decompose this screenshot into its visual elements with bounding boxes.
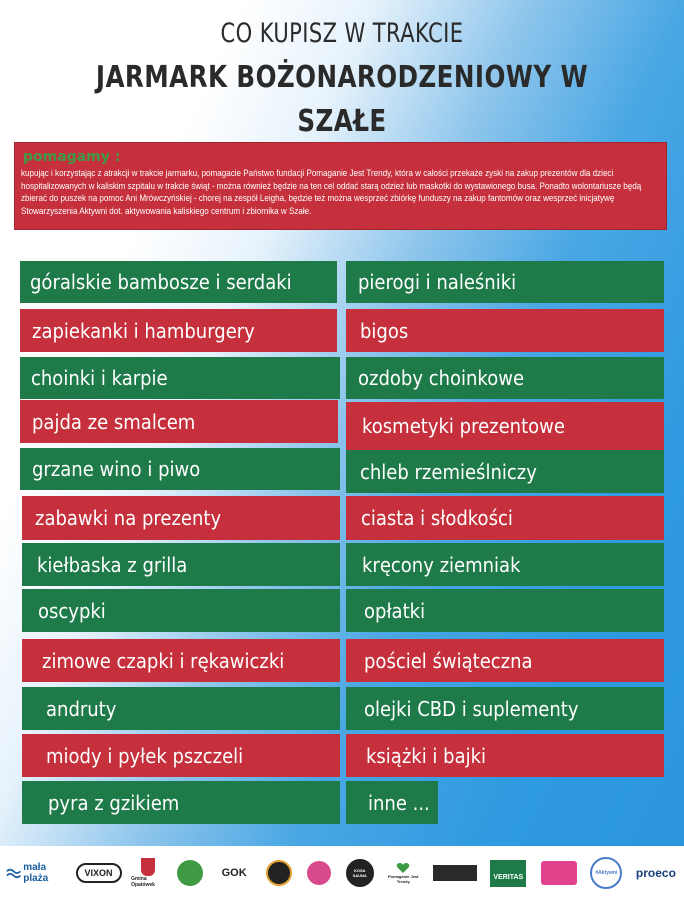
item-right: ciasta i słodkości [346,496,664,540]
vixon-logo: VIXON [76,863,122,883]
flower-icon [307,861,331,885]
pomaganie-jest-trendy-logo: Pomaganie Jest Trendy [384,853,422,893]
item-left: zimowe czapki i rękawiczki [22,639,340,682]
item-left: grzane wino i piwo [20,448,340,490]
item-left: kiełbaska z grilla [22,543,340,586]
gok-logo: GOK [221,867,247,879]
kosa-sauna-logo: KOSA SAUNA [345,853,375,893]
item-left: zabawki na prezenty [22,496,340,540]
item-right: pościel świąteczna [346,639,664,682]
item-left: miody i pyłek pszczeli [22,734,340,777]
wave-icon [6,866,21,880]
item-right: ozdoby choinkowe [346,357,664,399]
pink-logo [539,853,579,893]
item-left: choinki i karpie [20,357,340,399]
item-right: bigos [346,309,664,352]
aktywni-logo: #Aktywni [588,853,624,893]
mala-plaza-logo: mała plaża [6,853,66,893]
item-right: inne ... [346,781,438,824]
item-left: andruty [22,687,340,730]
item-right: książki i bajki [346,734,664,777]
item-left: pyra z gzikiem [22,781,340,824]
item-left: góralskie bambosze i serdaki [20,261,337,303]
title-line-1: CO KUPISZ W TRAKCIE [220,18,464,49]
item-right: opłatki [346,589,664,632]
coat-of-arms-icon [141,858,155,876]
item-right: chleb rzemieślniczy [346,450,664,493]
banner-icon [433,865,477,881]
veritas-logo: VERITAS [487,853,529,893]
pink-icon [541,861,577,885]
item-right: pierogi i naleśniki [346,261,664,303]
item-right: olejki CBD i suplementy [346,687,664,730]
round-green-logo [175,853,205,893]
title-line-2: JARMARK BOŻONARODZENIOWY W SZAŁE [95,60,589,139]
proeco-logo: proeco [635,866,676,880]
item-right: kosmetyki prezentowe [346,402,664,450]
info-heading: pomagamy : [23,149,121,165]
leaf-icon [177,860,203,886]
gmina-opatowek-logo: Gmina Opatówek [131,853,165,893]
dark-banner-logo [432,853,478,893]
badge-icon [266,860,292,886]
heart-icon [396,862,410,874]
info-text: kupując i korzystając z atrakcji w trakcie jarmarku, pomagacie Państwo fundacji Pomaganie Jest Trendy, która w całości przekaże zyski na zakup prezentów dla dzieci hospitalizowanych w kaliskim szpitalu w trakcie świąt - można również będzie na ten cel oddać starą odzież lub maskotki do wystawionego busa. Ponadto wolontariusze będą zbierać do puszek na pomoc Ani Mrówczyńskiej - chorej na zespół Leigha, będzie też można wesprzeć zbiórkę funduszy na zakup fantomów oraz wesprzeć inicjatywę Stowarzyszenia Aktywni dot. aktywowania kaliskiego centrum i zbiornika w Szałe. [21,167,642,216]
item-left: oscypki [22,589,340,632]
item-right: kręcony ziemniak [346,543,664,586]
round-dark-logo [264,853,294,893]
sponsor-logos [0,846,684,900]
item-left: pajda ze smalcem [20,400,338,443]
item-left: zapiekanki i hamburgery [20,309,337,352]
flower-logo [303,853,335,893]
